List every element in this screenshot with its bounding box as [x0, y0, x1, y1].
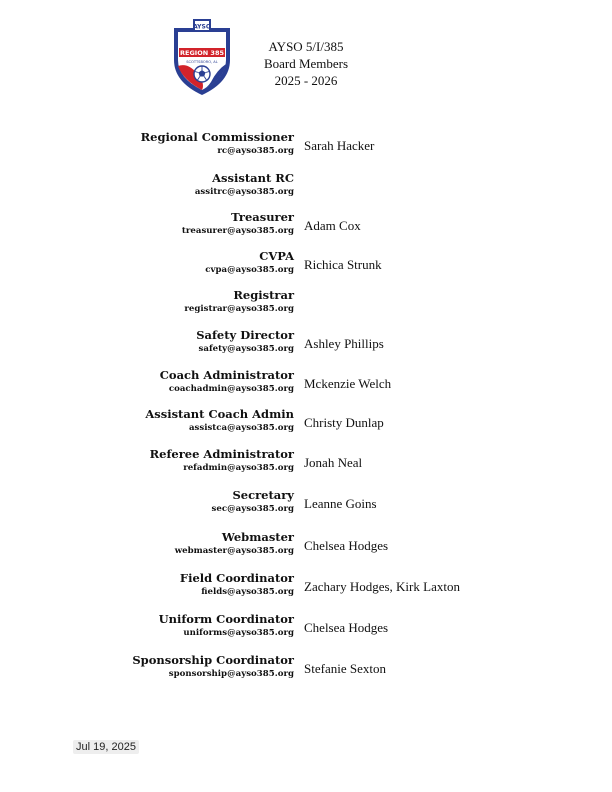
- role-cell: [160, 368, 294, 396]
- board-row: [0, 169, 612, 203]
- member-name: Chelsea Hodges: [304, 538, 389, 553]
- soccer-ball-icon: [194, 66, 210, 82]
- board-row: [0, 486, 612, 520]
- member-name: Zachary Hodges, Kirk Laxton: [304, 579, 460, 594]
- board-row: [0, 286, 612, 320]
- role-title: Sponsorship Coordinator: [132, 653, 294, 667]
- member-name: Stefanie Sexton: [304, 661, 386, 676]
- role-email: safety@ayso385.org: [198, 344, 294, 354]
- role-cell: [180, 571, 294, 599]
- board-row: [0, 366, 612, 400]
- role-email: refadmin@ayso385.org: [183, 463, 294, 473]
- board-row: [0, 528, 612, 562]
- logo-badge-text: REGION 385: [180, 49, 224, 57]
- role-cell: [196, 328, 294, 356]
- role-cell: [175, 530, 294, 558]
- role-email: webmaster@ayso385.org: [174, 546, 294, 556]
- role-title: Coach Administrator: [159, 368, 294, 382]
- role-email: cvpa@ayso385.org: [205, 265, 294, 275]
- role-cell: [141, 130, 294, 158]
- role-title: Treasurer: [231, 210, 294, 224]
- role-cell: [212, 488, 294, 516]
- header-season: 2025 - 2026: [274, 73, 338, 88]
- board-row: [0, 405, 612, 439]
- logo-sub-text: SCOTTSBORO, AL: [186, 60, 218, 64]
- role-email: assitrc@ayso385.org: [194, 187, 294, 197]
- member-name: Chelsea Hodges: [304, 620, 389, 635]
- board-row: [0, 247, 612, 281]
- date-chip: Jul 19, 2025: [73, 740, 139, 754]
- role-cell: [150, 447, 294, 475]
- role-email: sponsorship@ayso385.org: [168, 669, 294, 679]
- header-region-code: AYSO 5/I/385: [268, 39, 344, 54]
- role-email: assistca@ayso385.org: [188, 423, 294, 433]
- role-cell: [205, 249, 294, 277]
- member-name: Richica Strunk: [304, 257, 382, 272]
- role-email: coachadmin@ayso385.org: [168, 384, 294, 394]
- ayso-shield-logo-icon: [171, 18, 233, 96]
- role-email: treasurer@ayso385.org: [181, 226, 294, 236]
- board-row: [0, 651, 612, 685]
- role-title: Regional Commissioner: [140, 130, 294, 144]
- role-cell: [184, 288, 294, 316]
- role-email: registrar@ayso385.org: [184, 304, 294, 314]
- role-title: CVPA: [259, 249, 294, 263]
- member-name: Jonah Neal: [304, 455, 363, 470]
- document-header: [246, 38, 366, 89]
- role-title: Safety Director: [196, 328, 294, 342]
- board-row: [0, 610, 612, 644]
- role-cell: [159, 612, 294, 640]
- role-title: Assistant RC: [212, 171, 294, 185]
- member-name: Adam Cox: [304, 218, 361, 233]
- member-name: Mckenzie Welch: [304, 376, 392, 391]
- role-email: uniforms@ayso385.org: [183, 628, 294, 638]
- board-row: [0, 128, 612, 162]
- role-title: Webmaster: [221, 530, 294, 544]
- member-name: Leanne Goins: [304, 496, 377, 511]
- board-row: [0, 326, 612, 360]
- role-email: sec@ayso385.org: [211, 504, 294, 514]
- header-title: Board Members: [263, 56, 349, 71]
- role-title: Field Coordinator: [179, 571, 294, 585]
- role-email: rc@ayso385.org: [217, 146, 294, 156]
- role-email: fields@ayso385.org: [201, 587, 294, 597]
- role-title: Uniform Coordinator: [158, 612, 294, 626]
- member-name: Ashley Phillips: [304, 336, 384, 351]
- board-row: [0, 208, 612, 242]
- role-title: Secretary: [232, 488, 294, 502]
- role-title: Referee Administrator: [149, 447, 294, 461]
- role-title: Assistant Coach Admin: [145, 407, 294, 421]
- board-row: [0, 569, 612, 603]
- member-name: Sarah Hacker: [304, 138, 375, 153]
- role-cell: [145, 407, 294, 435]
- role-title: Registrar: [233, 288, 294, 302]
- role-cell: [195, 171, 294, 199]
- board-row: [0, 445, 612, 479]
- logo-top-text: AYSO: [193, 23, 211, 31]
- role-cell: [182, 210, 294, 238]
- member-name: Christy Dunlap: [304, 415, 384, 430]
- role-cell: [132, 653, 294, 681]
